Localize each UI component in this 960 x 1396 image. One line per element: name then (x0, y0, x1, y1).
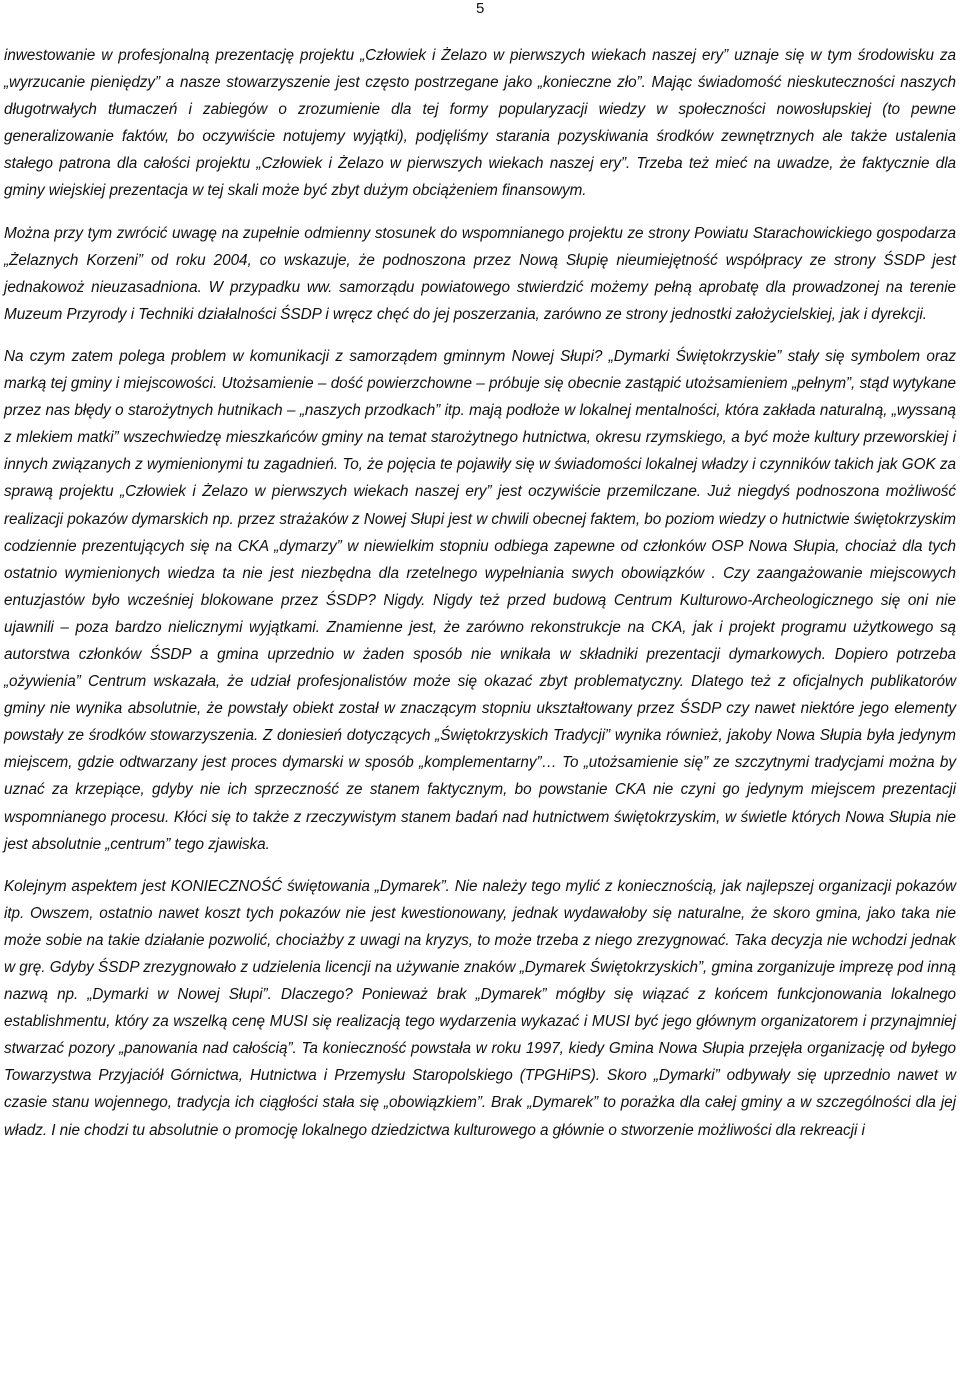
paragraph-4: Kolejnym aspektem jest KONIECZNOŚĆ świętowania „Dymarek”. Nie należy tego mylić z koniecznością, jak najlepszej organizacji pokazów itp. Owszem, ostatnio nawet koszt tych pokazów nie jest kwestionowany, jednak wydawałoby się naturalne, że skoro gmina, jako taka nie może sobie na takie działanie pozwolić, chociażby z uwagi na kryzys, to może trzeba z niego zrezygnować. Taka decyzja nie wchodzi jednak w grę. Gdyby ŚSDP zrezygnowało z udzielenia licencji na używanie znaków „Dymarek Świętokrzyskich”, gmina zorganizuje imprezę pod inną nazwą np. „Dymarki w Nowej Słupi”. Dlaczego? Ponieważ brak „Dymarek” mógłby się wiązać z końcem funkcjonowania lokalnego establishmentu, który za wszelką cenę MUSI się realizacją tego wydarzenia wykazać i MUSI być jego głównym organizatorem i przynajmniej stwarzać pozory „panowania nad całością”. Ta konieczność powstała w roku 1997, kiedy Gmina Nowa Słupia przejęła organizację od byłego Towarzystwa Przyjaciół Górnictwa, Hutnictwa i Przemysłu Staropolskiego (TPGHiPS). Skoro „Dymarki” odbywały się uprzednio nawet w czasie stanu wojennego, tradycja ich ciągłości stała się „obowiązkiem”. Brak „Dymarek” to porażka dla całej gminy a w szczególności dla jej władz. I nie chodzi tu absolutnie o promocję lokalnego dziedzictwa kulturowego a głównie o stworzenie możliwości dla rekreacji i (4, 877, 956, 1139)
document-body (4, 42, 956, 1159)
paragraph-2: Można przy tym zwrócić uwagę na zupełnie odmienny stosunek do wspomnianego projektu ze strony Powiatu Starachowickiego gospodarza „Żelaznych Korzeni” od roku 2004, co wskazuje, że podnoszona przez Nową Słupię nieumiejętność współpracy ze strony ŚSDP jest jednakowoż nieuzasadniona. W przypadku ww. samorządu powiatowego stwierdzić możemy pełną aprobatę dla prowadzonej na terenie Muzeum Przyrody i Techniki działalności ŚSDP i wręcz chęć do jej poszerzania, zarówno ze strony jednostki założycielskiej, jak i dyrekcji. (4, 224, 956, 323)
page-number: 5 (476, 0, 485, 17)
paragraph-3: Na czym zatem polega problem w komunikacji z samorządem gminnym Nowej Słupi? „Dymarki Świętokrzyskie” stały się symbolem oraz marką tej gminy i miejscowości. Utożsamienie – dość powierzchowne – próbuje się obecnie zastąpić utożsamieniem „pełnym”, stąd wytykane przez nas błędy o starożytnych hutnikach – „naszych przodkach” itp. mają podłoże w lokalnej mentalności, która zakłada naturalną, „wyssaną z mlekiem matki” wszechwiedzę mieszkańców gminy na temat starożytnego hutnictwa, okresu rzymskiego, a być może kultury przeworskiej i innych związanych z wymienionymi tu zagadnień. To, że pojęcia te pojawiły się w świadomości lokalnej władzy i czynników takich jak GOK za sprawą projektu „Człowiek i Żelazo w pierwszych wiekach naszej ery” jest oczywiście przemilczane. Już niegdyś podnoszona możliwość realizacji pokazów dymarskich np. przez strażaków z Nowej Słupi jest w chwili obecnej faktem, bo poziom wiedzy o hutnictwie świętokrzyskim codziennie prezentujących się na CKA „dymarzy” w niewielkim stopniu odbiega zapewne od członków OSP Nowa Słupia, chociaż dla tych ostatnio wymienionych wiedza ta nie jest niezbędna dla rzetelnego wypełniania swych obowiązków . Czy zaangażowanie miejscowych entuzjastów było wcześniej blokowane przez ŚSDP? Nigdy. Nigdy też przed budową Centrum Kulturowo-Archeologicznego się oni nie ujawnili – poza bardzo nielicznymi wyjątkami. Znamienne jest, że zarówno rekonstrukcje na CKA, jak i projekt programu użytkowego są autorstwa członków ŚSDP a gmina uprzednio w żaden sposób nie wnikała w składniki prezentacji dymarkowych. Dopiero potrzeba „ożywienia” Centrum wskazała, że udział profesjonalistów może się okazać zbyt problematyczny. Dlatego też z oficjalnych publikatorów gminy nie wynika absolutnie, że powstały obiekt został w znaczącym stopniu ukształtowany przez ŚSDP czy nawet niektóre jego elementy powstały ze środków stowarzyszenia. Z doniesień dotyczących „Świętokrzyskich Tradycji” wynika również, jakoby Nowa Słupia była jedynym miejscem, gdzie odtwarzany jest proces dymarski w sposób „komplementarny”… To „utożsamienie się” ze szczytnymi tradycjami można by uznać za krzepiące, gdyby nie ich sprzeczność ze stanem faktycznym, bo powstanie CKA nie czyni go jedynym miejscem prezentacji wspomnianego procesu. Kłóci się to także z rzeczywistym stanem badań nad hutnictwem świętokrzyskim, w świetle których Nowa Słupia nie jest absolutnie „centrum” tego zjawiska. (4, 347, 956, 853)
paragraph-1: inwestowanie w profesjonalną prezentację projektu „Człowiek i Żelazo w pierwszych wiekach naszej ery” uznaje się w tym środowisku za „wyrzucanie pieniędzy” a nasze stowarzyszenie jest często postrzegane jako „konieczne zło”. Mając świadomość nieskuteczności naszych długotrwałych tłumaczeń i zabiegów o zrozumienie dla tej formy popularyzacji wiedzy w społeczności nowosłupskiej (to pewne generalizowanie faktów, bo oczywiście notujemy wyjątki), podjęliśmy starania pozyskiwania środków zewnętrznych ale także ustalenia stałego patrona dla całości projektu „Człowiek i Żelazo w pierwszych wiekach naszej ery”. Trzeba też mieć na uwadze, że faktycznie dla gminy wiejskiej prezentacja w tej skali może być zbyt dużym obciążeniem finansowym. (4, 47, 956, 200)
